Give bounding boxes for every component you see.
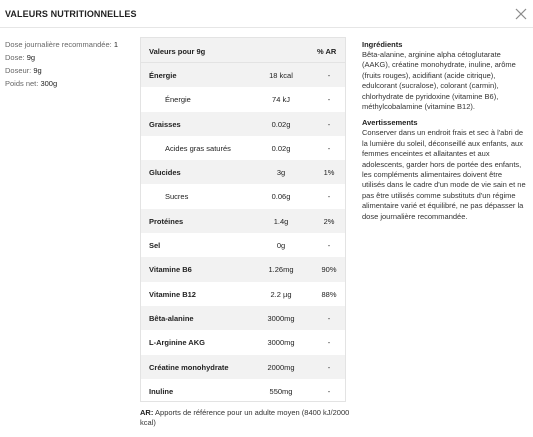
row-amount: 3g [276, 168, 286, 178]
ingredients-title: Ingrédients [362, 40, 403, 49]
row-ar: - [327, 192, 331, 202]
row-amount: 2.2 µg [270, 289, 292, 299]
row-name: Graisses [149, 119, 181, 129]
product-meta [5, 38, 135, 90]
meta-label: Dose: [5, 53, 25, 62]
row-ar: - [327, 71, 331, 80]
modal-title: VALEURS NUTRITIONNELLES [5, 9, 137, 19]
meta-label: Poids net: [5, 79, 39, 88]
row-name: Énergie [149, 71, 177, 80]
table-row [141, 112, 345, 136]
table-row [141, 282, 345, 306]
row-amount: 0.02g [271, 119, 291, 129]
row-amount: 2000mg [267, 362, 295, 372]
table-row [141, 160, 345, 184]
table-row [141, 209, 345, 233]
modal-header [0, 0, 533, 28]
meta-label: Doseur: [5, 66, 32, 75]
table-row [141, 330, 345, 354]
row-ar: - [327, 386, 331, 396]
table-row [141, 379, 345, 403]
row-amount: 0.06g [271, 192, 291, 202]
footnote-text: Apports de référence pour un adulte moyen (8400 kJ/2000 kcal) [140, 408, 350, 427]
table-row [141, 63, 345, 87]
table-row [141, 233, 345, 257]
row-amount: 3000mg [267, 338, 295, 348]
row-name: Protéines [149, 216, 184, 226]
table-row [141, 87, 345, 111]
warnings-title: Avertissements [362, 118, 418, 128]
row-amount: 550mg [269, 386, 293, 396]
row-name: Sel [149, 241, 161, 251]
header-name: Valeurs pour 9g [149, 47, 206, 56]
row-ar: 2% [323, 216, 335, 226]
table-row [141, 306, 345, 330]
product-details [362, 40, 527, 222]
row-name: Énergie [165, 95, 191, 105]
row-ar: - [327, 362, 331, 372]
row-name: Vitamine B12 [149, 289, 196, 299]
ingredients-text: Bêta-alanine, arginine alpha cétoglutarate (AAKG), créatine monohydrate, inuline, arôme (fruits rouges), acidifiant (acide citrique), edulcorant (sucralose), colorant (carmin), chlorhydrate de pyridoxine (vitamine B6), méthylcobalamine (vitamine B12). [362, 50, 516, 112]
table-row [141, 136, 345, 160]
meta-scoop [5, 64, 135, 77]
row-name: Inuline [149, 386, 174, 396]
row-amount: 18 kcal [269, 71, 293, 80]
row-amount: 0g [276, 241, 286, 251]
row-ar: - [327, 143, 331, 153]
row-name: Créatine monohydrate [149, 362, 229, 372]
row-name: Vitamine B6 [149, 265, 192, 275]
table-header [141, 38, 345, 63]
row-amount: 74 kJ [272, 95, 290, 105]
row-amount: 1.26mg [268, 265, 294, 275]
row-ar: - [327, 119, 331, 129]
row-ar: 1% [323, 168, 335, 178]
row-name: Glucides [149, 168, 181, 178]
meta-dose [5, 51, 135, 64]
table-row [141, 257, 345, 281]
row-ar: 90% [321, 265, 337, 275]
header-ar: % AR [317, 47, 337, 56]
row-ar: - [327, 313, 331, 323]
row-name: Bêta-alanine [149, 313, 194, 323]
footnote-label: AR: [140, 408, 154, 417]
meta-value: 300g [40, 79, 58, 88]
meta-value: 9g [26, 53, 36, 62]
table-row [141, 355, 345, 379]
row-name: Sucres [165, 192, 189, 202]
row-ar: - [327, 241, 331, 251]
close-icon [513, 6, 529, 22]
meta-value: 9g [33, 66, 42, 75]
close-button[interactable] [513, 6, 529, 22]
meta-net-weight [5, 77, 135, 90]
row-name: L-Arginine AKG [149, 338, 205, 348]
warnings-text: Conserver dans un endroit frais et sec à l'abri de la lumière du soleil, déconseillé aux enfants, aux femmes enceintes et allaitantes et aux adolescents, garder hors de portée des enfants, les compléments alimentaires doivent être utilisés dans le cadre d'un mode de vie sain et ne pas être utilisés comme substituts d'un régime alimentaire varié et équilibré, ne pas dépasser la dose journalière recommandée. [362, 128, 526, 221]
nutrition-table [140, 37, 346, 402]
reference-footnote [140, 408, 350, 428]
row-ar: - [327, 338, 331, 348]
row-ar: 88% [321, 289, 337, 299]
row-amount: 0.02g [271, 143, 291, 153]
row-ar: - [327, 95, 331, 105]
meta-daily-dose [5, 38, 135, 51]
row-amount: 1.4g [273, 216, 289, 226]
row-amount: 3000mg [267, 313, 295, 323]
table-row [141, 184, 345, 208]
row-name: Acides gras saturés [165, 143, 231, 153]
meta-value: 1 [113, 40, 118, 49]
meta-label: Dose journalière recommandée: [5, 40, 112, 49]
